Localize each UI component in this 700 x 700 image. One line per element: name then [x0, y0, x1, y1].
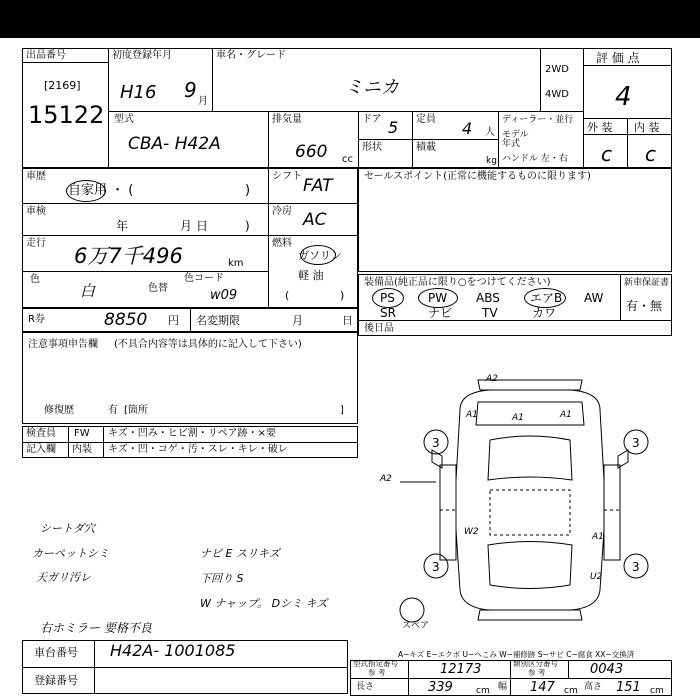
model-year-label: モデル年式 — [502, 130, 529, 150]
shape-label: 形状 — [362, 142, 382, 153]
recycle-unit: 円 — [168, 314, 179, 327]
ac-label: 冷房 — [272, 206, 292, 217]
entry-items: キズ・凹・コゲ・汚・スレ・キレ・破レ — [108, 444, 288, 455]
mileage-value: 6万7千496 — [74, 244, 183, 268]
inspection-close: ) — [245, 219, 250, 233]
mark-wheel-rr: 3 — [632, 560, 640, 574]
repair-value: 有 — [108, 405, 118, 416]
type-cert-label: 型式指定番号 — [353, 659, 398, 668]
notes-hint: (不具合内容等は具体的に記入して下さい) — [114, 339, 302, 350]
lot-number: 15122 — [28, 101, 105, 129]
height-value: 151 — [616, 680, 641, 695]
width-value: 147 — [530, 680, 555, 695]
model-label: 型式 — [114, 114, 134, 125]
color-change-label: 色替 — [148, 283, 168, 294]
width-label: 幅 — [498, 682, 508, 692]
colorcode-label: 色コード — [184, 273, 224, 284]
displacement-value: 660 — [295, 142, 328, 162]
equip-tv: TV — [482, 306, 498, 320]
inspector-items: キズ・凹み・ヒビ割・リペア跡・×要 — [108, 428, 276, 439]
drive-4wd: 4WD — [545, 89, 569, 100]
reg-era: H16 — [120, 82, 157, 103]
note-left-2: カーペットシミ — [32, 547, 109, 560]
usage-close: ) — [245, 183, 251, 198]
chassis-value: H42A- 1001085 — [110, 641, 236, 660]
capacity-unit: 人 — [485, 127, 495, 138]
notes-label: 注意事項申告欄 — [28, 339, 98, 350]
repair-close: ] — [340, 405, 344, 416]
lot-label: 出品番号 — [26, 50, 66, 61]
car-diagram — [380, 370, 680, 630]
name-change-day: 日 — [342, 314, 353, 327]
length-value: 339 — [428, 680, 453, 695]
warranty-value: 有・無 — [626, 299, 663, 313]
equip-airbag-circle — [524, 288, 566, 308]
mark-hood-a1: A1 — [512, 413, 524, 423]
displacement-label: 排気量 — [272, 114, 302, 125]
reg-no-label: 登録番号 — [34, 674, 78, 687]
ext-label: 外 装 — [587, 121, 613, 134]
dealer-label: ディーラー・並行 — [502, 115, 574, 125]
int-value: c — [645, 142, 656, 166]
mirror-note: 右ホミラー 要格不良 — [40, 621, 152, 635]
mark-wheel-rl: 3 — [432, 560, 440, 574]
mark-rear-a1: A1 — [592, 532, 604, 542]
inspection-month: 月 — [180, 219, 193, 233]
equip-abs: ABS — [476, 291, 500, 305]
door-label: ドア — [362, 114, 382, 125]
name-change-month: 月 — [292, 314, 303, 327]
equip-navi: ナビ — [428, 306, 453, 320]
model-value: CBA- H42A — [128, 134, 221, 154]
equipment-label: 装備品(純正品に限り○をつけてください) — [364, 277, 551, 288]
mark-side-a2: A2 — [380, 474, 392, 484]
reg-month: 9 — [184, 78, 197, 102]
spare-label: スペア — [402, 621, 430, 631]
usage-value: 自家用 ・ ( — [68, 183, 134, 198]
warranty-label: 新車保証書 — [624, 278, 670, 288]
door-value: 5 — [388, 118, 399, 137]
chassis-label: 車台番号 — [34, 646, 78, 659]
displacement-unit: cc — [342, 154, 353, 165]
fuel-diesel: 軽 油 — [298, 269, 324, 282]
class-label: 類別区分番号 — [513, 659, 558, 668]
handle-label: ハンドル 左・右 — [502, 154, 568, 164]
inspector-fw: FW — [74, 428, 90, 439]
shift-label: シフト — [272, 171, 302, 182]
mark-door-w2: W2 — [464, 527, 479, 537]
note-right-1: ナビ E スリキズ — [200, 547, 280, 560]
sales-points-box — [358, 168, 672, 272]
ext-value: c — [601, 142, 612, 166]
shift-value: FAT — [303, 176, 333, 196]
length-unit: cm — [476, 686, 490, 696]
width-unit: cm — [564, 686, 578, 696]
load-unit: kg — [486, 156, 497, 166]
legend: A−キズ E−エクボ U−へこみ W−補修跡 S−サビ C−腐食 XX−交換済 — [398, 650, 635, 659]
fuel-paren-close: ) — [340, 289, 345, 302]
score-value: 4 — [615, 82, 632, 112]
mark-wheel-fl: 3 — [432, 436, 440, 450]
int-label: 内 装 — [634, 121, 660, 134]
length-label: 長さ — [356, 682, 375, 692]
mileage-label: 走行 — [26, 238, 46, 249]
mark-front-a2: A2 — [486, 374, 498, 384]
sales-points-label: セールスポイント(正常に機能するものに限ります) — [364, 171, 591, 182]
repair-label: 修復歴 — [44, 405, 74, 416]
colorcode-value: w09 — [210, 288, 238, 303]
equip-sr: SR — [380, 306, 396, 320]
ref-1: 参 考 — [368, 668, 386, 677]
name-change-label: 名変期限 — [196, 314, 240, 327]
top-band — [0, 0, 700, 38]
ref-2: 参 考 — [528, 668, 546, 677]
name-label: 車名・グレード — [216, 50, 286, 61]
inspection-year: 年 — [116, 219, 129, 233]
car-name: ミニカ — [345, 77, 399, 98]
color-value: 白 — [80, 282, 96, 300]
equip-ps: PS — [380, 291, 395, 305]
recycle-value: 8850 — [104, 310, 148, 330]
recycle-label: R券 — [28, 314, 45, 325]
capacity-label: 定員 — [416, 114, 436, 125]
repair-loc: [箇所 — [124, 405, 148, 416]
mark-wheel-fr: 3 — [632, 436, 640, 450]
header-frame — [22, 48, 672, 168]
score-label: 評 価 点 — [596, 51, 640, 65]
mileage-unit: km — [228, 258, 244, 269]
fuel-paren-open: ( — [285, 289, 290, 302]
class-value: 0043 — [590, 662, 624, 677]
equip-airbag: エアB — [530, 291, 563, 305]
inspection-label: 車検 — [26, 206, 46, 217]
mark-fr-a1: A1 — [560, 410, 572, 420]
inspection-day: 日 — [196, 219, 209, 233]
load-label: 積載 — [416, 142, 436, 153]
note-left-3: 天ガリ汚レ — [36, 571, 91, 584]
note-right-2: 下回り S — [200, 572, 244, 585]
entry-label: 記入欄 — [26, 444, 56, 455]
lot-sub: [2169] — [44, 79, 81, 92]
mark-front-a1: A1 — [466, 410, 478, 420]
equip-pw: PW — [428, 291, 448, 305]
height-unit: cm — [650, 686, 664, 696]
note-left-1: シートダ穴 — [40, 522, 95, 535]
note-right-3: W ナャップ。 Dシミ キズ — [200, 597, 328, 610]
entry-interior: 内装 — [72, 444, 92, 455]
color-label: 色 — [30, 274, 40, 285]
equip-aw: AW — [584, 291, 604, 305]
reg-label: 初度登録年月 — [112, 50, 172, 61]
equip-ps-circle — [372, 288, 404, 308]
equip-pw-circle — [418, 288, 458, 308]
capacity-value: 4 — [462, 119, 473, 138]
height-label: 高さ — [584, 682, 603, 692]
fuel-gas: ガソリン — [298, 249, 342, 262]
type-cert-value: 12173 — [440, 662, 482, 677]
mark-rear-u2: U2 — [590, 572, 603, 582]
equip-leather: カワ — [532, 306, 557, 320]
ac-value: AC — [303, 210, 327, 230]
rear-label: 後日品 — [364, 323, 394, 334]
reg-month-unit: 月 — [198, 96, 208, 107]
inspector-label: 検査員 — [26, 428, 56, 439]
drive-2wd: 2WD — [545, 64, 569, 75]
usage-label: 車歴 — [26, 171, 46, 182]
fuel-label: 燃料 — [272, 238, 292, 249]
